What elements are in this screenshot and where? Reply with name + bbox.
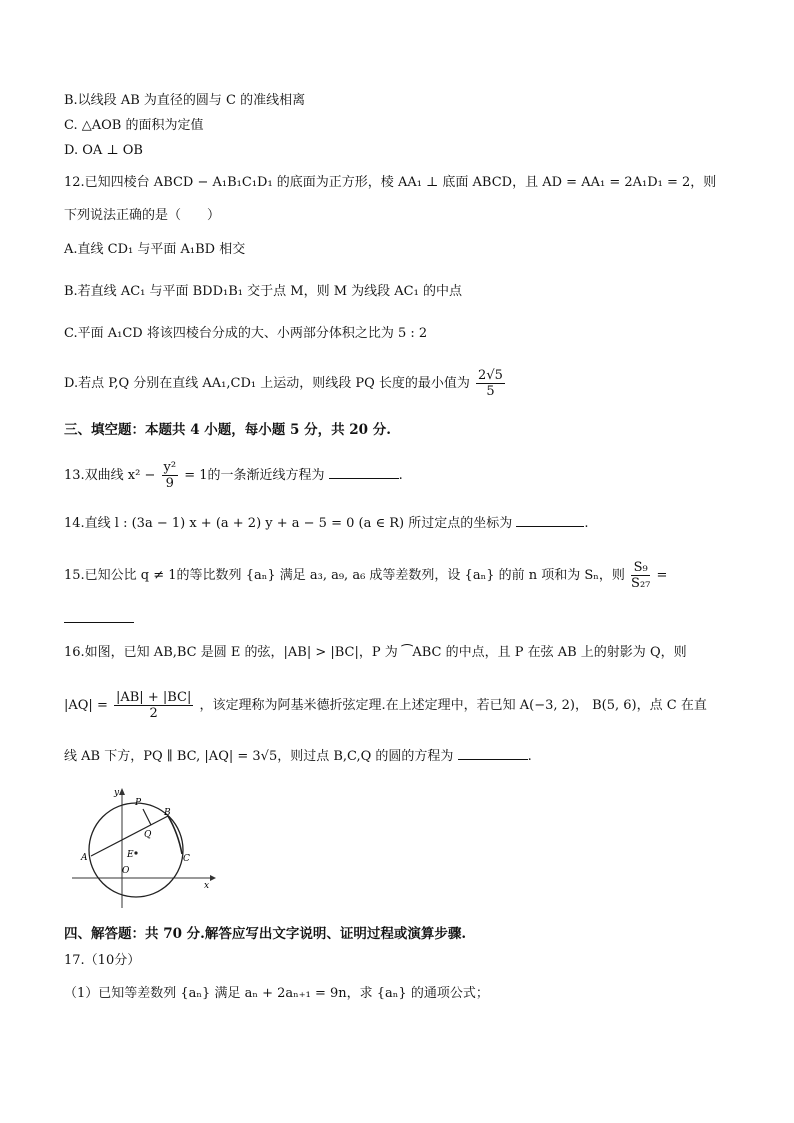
q14-text: 14.直线 l : (3a − 1) x + (a + 2) y + a − 5 = 0 (a ∈ R) 所过定点的坐标为 (64, 516, 513, 531)
q16-statement: ，该定理称为阿基米德折弦定理.在上述定理中，若已知 A(−3, 2)， B(5, 6)，点 C 在直 (199, 698, 707, 713)
question-17-header: 17.（10分） (64, 953, 141, 968)
point-q-label: Q (144, 830, 152, 840)
question-12-option-d (64, 368, 507, 399)
y-axis-label: y (114, 788, 120, 798)
q15-text: 15.已知公比 q ≠ 1的等比数列 {aₙ} 满足 a₃, a₉, a₆ 成等差数列，设 {aₙ} 的前 n 项和为 Sₙ，则 (64, 568, 625, 583)
origin-label: O (122, 866, 130, 876)
question-16-line-2 (64, 690, 707, 721)
point-b-label: B (164, 808, 171, 818)
q15-numerator: S₉ (631, 560, 650, 576)
option-b: B.以线段 AB 为直径的圆与 C 的准线相离 (64, 93, 306, 108)
answer-blank[interactable] (516, 526, 584, 527)
q13-pre: 13.双曲线 x² − (64, 468, 156, 483)
section-4-heading: 四、解答题：共 70 分.解答应写出文字说明、证明过程或演算步骤. (64, 926, 467, 942)
min-length-fraction (476, 368, 505, 399)
segment-pq (143, 809, 151, 825)
q16-fraction (114, 690, 193, 721)
q15-fraction (631, 560, 650, 591)
option-d-text: D.若点 P,Q 分别在直线 AA₁,CD₁ 上运动，则线段 PQ 长度的最小值为 (64, 376, 470, 391)
question-13: 13.双曲线 x² − $\frac{\text{y²}}{9}$ = 1的一条渐近线方程为 . (64, 460, 403, 491)
question-12-option-c: C.平面 A₁CD 将该四棱台分成的大、小两部分体积之比为 5 : 2 (64, 326, 428, 341)
y-axis-arrow (119, 788, 125, 795)
answer-blank[interactable] (64, 608, 134, 623)
circle-figure (64, 783, 224, 913)
q15-equals: = (656, 568, 668, 583)
question-12-option-b: B.若直线 AC₁ 与平面 BDD₁B₁ 交于点 M，则 M 为线段 AC₁ 的中点 (64, 284, 462, 299)
q16-numerator: |AB| + |BC| (115, 690, 192, 705)
question-16-line-1: 16.如图，已知 AB,BC 是圆 E 的弦，|AB| > |BC|，P 为 ⁀ABC 的中点，且 P 在弦 AB 上的射影为 Q，则 (64, 645, 687, 660)
question-12-prompt: 下列说法正确的是（ ） (64, 208, 221, 223)
q13-denominator: 9 (165, 476, 174, 491)
question-17-part-1: （1）已知等差数列 {aₙ} 满足 aₙ + 2aₙ₊₁ = 9n，求 {aₙ} 的通项公式； (64, 986, 489, 1001)
point-p-label: P (135, 798, 142, 808)
q13-fraction (162, 460, 179, 491)
x-axis-arrow (210, 875, 216, 881)
q16-aq: |AQ| = (64, 698, 108, 713)
point-a-label: A (81, 853, 88, 863)
q13-numerator: y² (163, 460, 177, 475)
section-3-heading: 三、填空题：本题共 4 小题，每小题 5 分，共 20 分. (64, 422, 391, 438)
question-12-option-a: A.直线 CD₁ 与平面 A₁BD 相交 (64, 242, 246, 257)
fraction-denominator: 5 (486, 384, 495, 399)
x-axis-label: x (204, 881, 210, 891)
option-c: C. △AOB 的面积为定值 (64, 118, 204, 133)
q15-denominator: S₂₇ (631, 576, 651, 591)
question-15 (64, 560, 667, 591)
q13-post: = 1的一条渐近线方程为 (184, 468, 325, 483)
q16-text: 线 AB 下方，PQ ∥ BC, |AQ| = 3√5，则过点 B,C,Q 的圆的方程为 (64, 749, 454, 764)
answer-blank[interactable] (458, 759, 528, 760)
q15-answer-line (64, 608, 134, 629)
center-e-label: E (127, 850, 134, 860)
q16-denominator: 2 (149, 706, 158, 721)
fraction-numerator: 2√5 (478, 368, 503, 383)
option-d: D. OA ⊥ OB (64, 143, 143, 158)
question-12-stem: 12.已知四棱台 ABCD − A₁B₁C₁D₁ 的底面为正方形，棱 AA₁ ⊥ 底面 ABCD，且 AD = AA₁ = 2A₁D₁ = 2，则 (64, 175, 717, 190)
answer-blank[interactable] (329, 478, 399, 479)
point-c-label: C (183, 854, 190, 864)
center-e-dot (134, 851, 137, 854)
question-16-line-3: 线 AB 下方，PQ ∥ BC, |AQ| = 3√5，则过点 B,C,Q 的圆的方程为 . (64, 749, 532, 764)
question-14: 14.直线 l : (3a − 1) x + (a + 2) y + a − 5 = 0 (a ∈ R) 所过定点的坐标为 . (64, 516, 589, 531)
